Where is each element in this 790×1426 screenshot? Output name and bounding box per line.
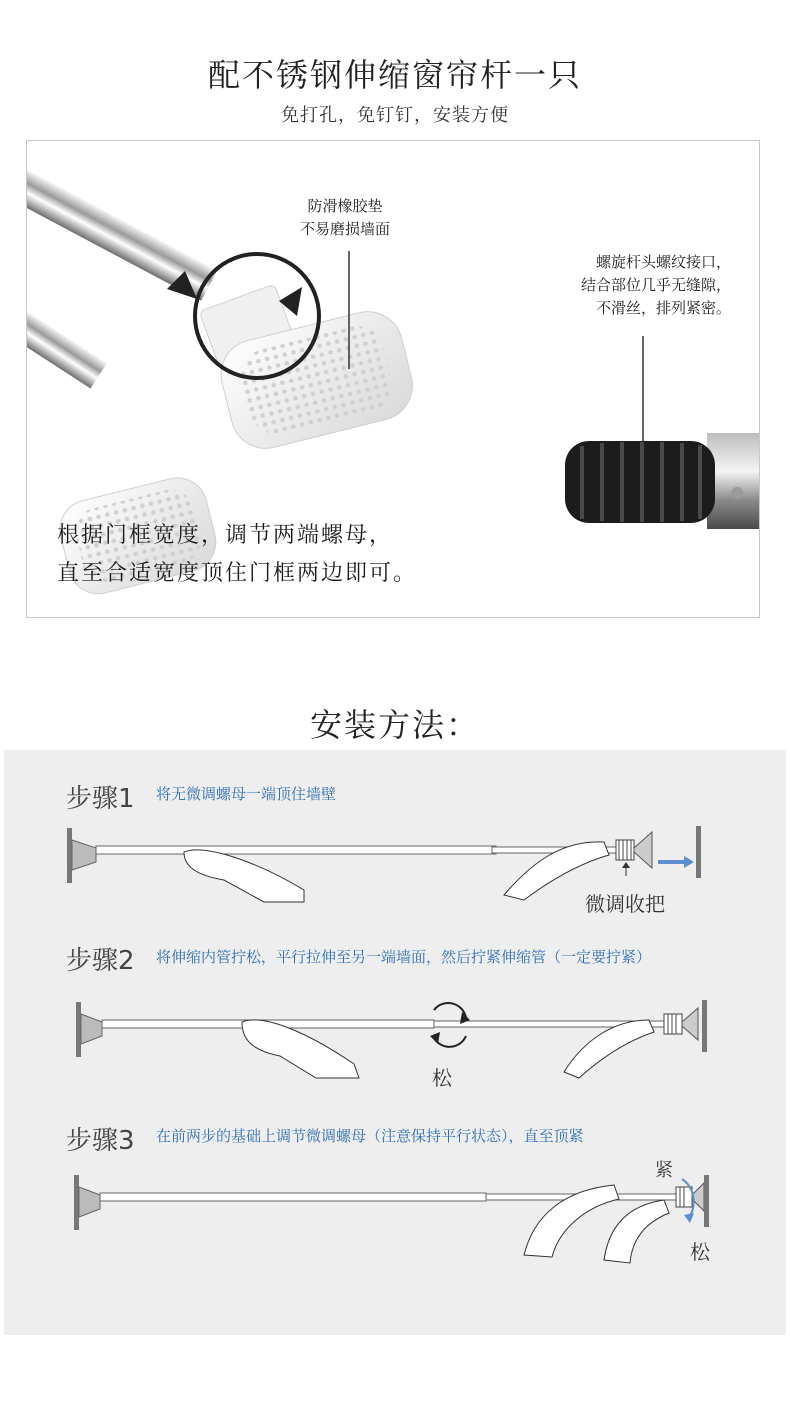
step-3-loose-note: 松 — [690, 1240, 710, 1264]
fit-instructions — [57, 517, 417, 593]
lower-rod — [27, 303, 107, 388]
pad-callout — [280, 195, 410, 241]
step-2-label: 步骤2 — [66, 946, 135, 976]
thread-callout — [511, 251, 731, 320]
install-title: 安装方法： — [309, 706, 480, 744]
step-2-diagram — [4, 990, 786, 1100]
instruction-line: 直至合适宽度顶住门框两边即可。 — [57, 561, 418, 586]
page-subtitle: 免打孔，免钉钉，安装方便 — [281, 105, 509, 126]
pad-callout-line: 防滑橡胶垫 — [307, 197, 383, 215]
step-3-tight-note: 紧 — [655, 1160, 673, 1181]
step-2-note: 松 — [432, 1066, 452, 1090]
install-steps-panel — [4, 750, 786, 1335]
thread-callout-line: 螺旋杆头螺纹接口， — [595, 253, 731, 271]
page-title: 配不锈钢伸缩窗帘杆一只 — [207, 56, 582, 94]
step-3-desc: 在前两步的基础上调节微调螺母（注意保持平行状态），直至顶紧 — [156, 1127, 584, 1145]
instruction-line: 根据门框宽度，调节两端螺母， — [57, 523, 394, 548]
step-2-desc: 将伸缩内管拧松，平行拉伸至另一端墙面，然后拧紧伸缩管（一定要拧紧） — [156, 948, 652, 966]
step-3-label: 步骤3 — [66, 1126, 135, 1156]
thread-callout-line: 不滑丝，排列紧密。 — [595, 299, 731, 317]
step-1-label: 步骤1 — [66, 784, 135, 814]
thread-callout-line: 结合部位几乎无缝隙， — [580, 276, 731, 294]
step-1-note: 微调收把 — [585, 892, 665, 916]
step-1-desc: 将无微调螺母一端顶住墙壁 — [156, 785, 337, 803]
product-panel — [26, 140, 760, 618]
threaded-head — [565, 433, 759, 529]
step-1-diagram — [4, 820, 786, 920]
pad-callout-line: 不易磨损墙面 — [299, 220, 390, 238]
